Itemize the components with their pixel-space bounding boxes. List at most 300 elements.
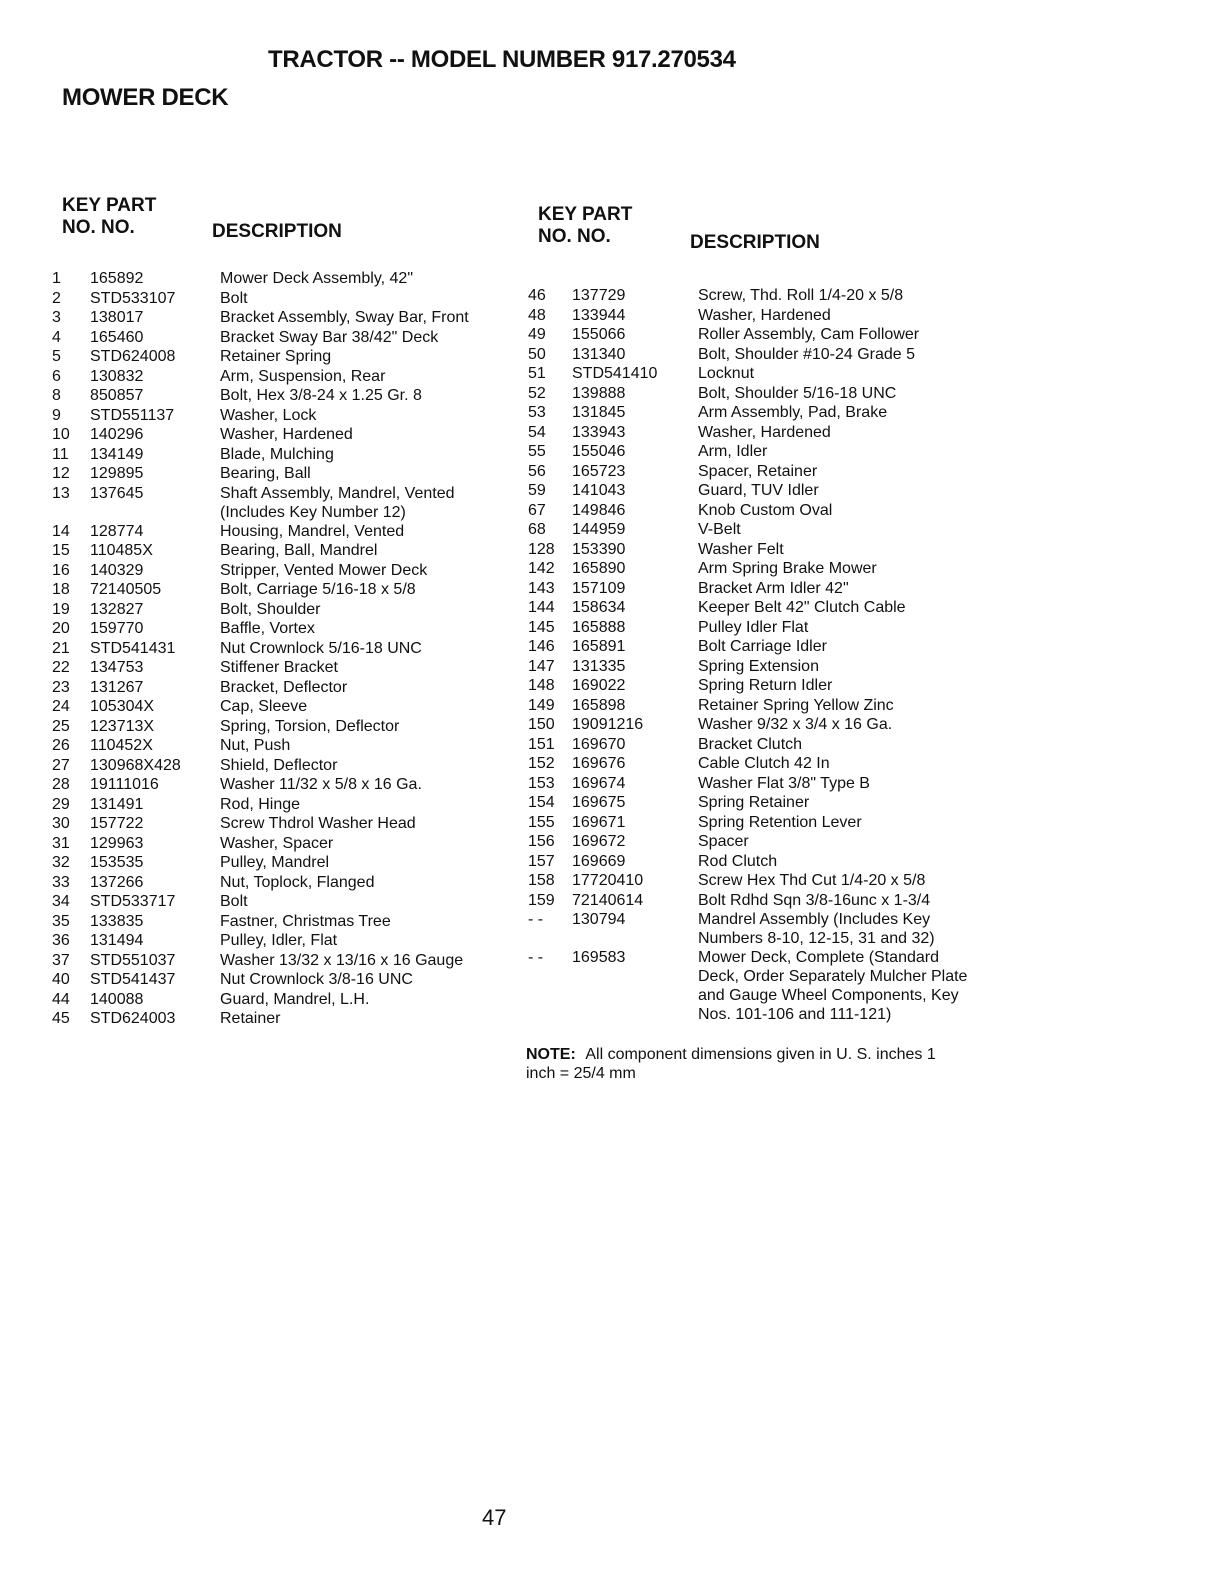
part-description: Bolt Rdhd Sqn 3/8-16unc x 1-3/4 (698, 891, 931, 909)
key-number: 46 (528, 287, 546, 304)
part-number: 123713X (90, 717, 155, 735)
key-number: 21 (52, 639, 70, 657)
parts-list (52, 269, 512, 1029)
part-description: Spring Return Idler (698, 677, 833, 694)
key-number: 44 (52, 990, 70, 1008)
table-header (528, 204, 968, 254)
part-description: Keeper Belt 42" Clutch Cable (698, 599, 906, 616)
parts-row (528, 715, 968, 735)
part-description: Arm, Suspension, Rear (220, 367, 386, 385)
parts-row (52, 1009, 512, 1029)
key-number: 32 (52, 854, 70, 871)
note-text: All component dimensions given in U. S. inches 1 inch = 25/4 mm (526, 1046, 936, 1082)
part-description: Rod Clutch (698, 852, 778, 870)
part-number: 165460 (90, 328, 144, 346)
parts-row (528, 345, 968, 365)
part-number: 169669 (572, 852, 626, 870)
part-number: 153390 (572, 540, 626, 558)
part-number: 137266 (90, 873, 144, 891)
part-description: Retainer Spring Yellow Zinc (698, 696, 894, 714)
key-number: 2 (52, 289, 61, 307)
part-number: 133943 (572, 423, 626, 441)
parts-row (52, 367, 512, 387)
parts-row (52, 814, 512, 834)
key-number: 31 (52, 834, 70, 852)
parts-row (528, 618, 968, 638)
parts-row (528, 735, 968, 755)
key-number: 33 (52, 873, 70, 891)
key-number: 3 (52, 309, 61, 326)
parts-row (528, 462, 968, 482)
parts-row (528, 891, 968, 911)
part-number: 165892 (90, 270, 144, 287)
key-number: 5 (52, 348, 61, 365)
part-description: Bolt (220, 289, 248, 307)
parts-row (528, 832, 968, 852)
part-description: Baffle, Vortex (220, 620, 315, 637)
parts-row (52, 678, 512, 698)
part-description: Pulley Idler Flat (698, 618, 809, 636)
part-number: 157722 (90, 815, 144, 832)
parts-row (52, 561, 512, 581)
part-number: 133835 (90, 912, 144, 930)
part-description: Cap, Sleeve (220, 698, 308, 715)
part-number: 134149 (90, 445, 144, 463)
part-description: Screw Hex Thd Cut 1/4-20 x 5/8 (698, 872, 926, 889)
key-number: 49 (528, 326, 546, 343)
page-number: 47 (482, 1505, 507, 1530)
part-description: Arm, Idler (698, 443, 768, 460)
parts-row (52, 892, 512, 912)
parts-row (52, 736, 512, 756)
header-description: DESCRIPTION (690, 232, 820, 253)
part-description: Bolt, Carriage 5/16-18 x 5/8 (220, 581, 416, 598)
parts-row (52, 386, 512, 406)
part-description: Nut Crownlock 5/16-18 UNC (220, 639, 422, 657)
part-number: 169671 (572, 813, 626, 831)
part-description: Pulley, Idler, Flat (220, 932, 338, 949)
table-header (52, 195, 512, 245)
key-number: 159 (528, 891, 555, 909)
part-description: Screw Thdrol Washer Head (220, 815, 416, 832)
key-number: 147 (528, 657, 555, 675)
part-description: Bolt Carriage Idler (698, 638, 827, 655)
part-number: 132827 (90, 600, 144, 618)
part-description: Washer Felt (698, 540, 784, 558)
parts-row (52, 873, 512, 893)
parts-row (52, 619, 512, 639)
parts-row (528, 442, 968, 462)
part-description: Locknut (698, 365, 755, 382)
key-number: 19 (52, 600, 70, 618)
part-description: Nut, Push (220, 737, 291, 754)
part-description: Spring Retention Lever (698, 813, 862, 831)
part-number: 129895 (90, 465, 144, 482)
key-number: 68 (528, 521, 546, 538)
parts-row (52, 658, 512, 678)
page-title: TRACTOR -- MODEL NUMBER 917.270534 (268, 46, 736, 73)
key-number: 15 (52, 542, 70, 559)
part-number: 165890 (572, 560, 626, 577)
part-description: Washer 9/32 x 3/4 x 16 Ga. (698, 716, 893, 733)
part-description: Bracket Sway Bar 38/42" Deck (220, 328, 439, 346)
part-number: 105304X (90, 698, 155, 715)
part-description: Washer, Hardened (220, 426, 353, 443)
parts-row (528, 696, 968, 716)
parts-row (528, 774, 968, 794)
key-number: 154 (528, 794, 555, 811)
part-number: 19091216 (572, 716, 644, 733)
key-number: 28 (52, 776, 70, 793)
part-description: Blade, Mulching (220, 445, 334, 463)
parts-row (528, 364, 968, 384)
part-number: 72140614 (572, 891, 644, 909)
part-description: Nut Crownlock 3/8-16 UNC (220, 971, 413, 988)
part-description: Arm Assembly, Pad, Brake (698, 404, 888, 421)
parts-row (52, 484, 512, 522)
parts-row (528, 871, 968, 891)
part-description: Fastner, Christmas Tree (220, 912, 391, 930)
key-number: 51 (528, 365, 546, 382)
key-number: 150 (528, 716, 555, 733)
part-description: Arm Spring Brake Mower (698, 560, 877, 577)
parts-row (528, 948, 968, 1024)
part-description: Bracket Assembly, Sway Bar, Front (220, 309, 469, 326)
key-number: 67 (528, 501, 546, 519)
key-number: 144 (528, 599, 555, 616)
part-number: STD533717 (90, 893, 176, 910)
header-no: NO. NO. (538, 226, 611, 247)
part-description: Bolt, Shoulder (220, 600, 321, 618)
parts-row (528, 793, 968, 813)
parts-row (528, 657, 968, 677)
parts-row (52, 931, 512, 951)
part-number: 129963 (90, 834, 144, 852)
key-number: 13 (52, 484, 70, 502)
key-number: 55 (528, 443, 546, 460)
key-number: 35 (52, 912, 70, 930)
dimensions-note (526, 1045, 966, 1083)
parts-row (52, 580, 512, 600)
parts-row (52, 328, 512, 348)
key-number: 9 (52, 406, 61, 424)
parts-row (52, 756, 512, 776)
parts-row (528, 910, 968, 948)
part-description: Cable Clutch 42 In (698, 755, 830, 772)
part-number: 155046 (572, 443, 626, 460)
parts-row (52, 541, 512, 561)
parts-row (52, 269, 512, 289)
key-number: 18 (52, 581, 70, 598)
part-description: Spring Retainer (698, 794, 810, 811)
part-number: 169676 (572, 755, 626, 772)
part-number: 131267 (90, 678, 144, 696)
header-description: DESCRIPTION (212, 221, 342, 242)
part-description: Mower Deck, Complete (Standard Deck, Order Separately Mulcher Plate and Gauge Wheel Components, Key Nos. 101-106 and 111-121) (698, 949, 968, 1023)
part-number: 149846 (572, 501, 626, 519)
key-number: 50 (528, 345, 546, 363)
part-number: STD541437 (90, 971, 176, 988)
parts-row (528, 676, 968, 696)
parts-row (528, 325, 968, 345)
part-description: Bolt, Hex 3/8-24 x 1.25 Gr. 8 (220, 387, 422, 404)
part-number: 141043 (572, 482, 626, 499)
key-number: 27 (52, 756, 70, 774)
key-number: 6 (52, 367, 61, 385)
part-description: Screw, Thd. Roll 1/4-20 x 5/8 (698, 287, 904, 304)
part-number: 137729 (572, 287, 626, 304)
part-number: 165888 (572, 618, 626, 636)
parts-row (52, 951, 512, 971)
section-title: MOWER DECK (62, 84, 229, 111)
parts-row (52, 406, 512, 426)
key-number: 54 (528, 423, 546, 441)
key-number: 12 (52, 465, 70, 482)
part-number: 17720410 (572, 872, 644, 889)
parts-row (52, 990, 512, 1010)
parts-table-left (52, 195, 512, 1029)
part-number: 140088 (90, 990, 144, 1008)
part-number: 169022 (572, 677, 626, 694)
parts-row (528, 598, 968, 618)
parts-row (528, 286, 968, 306)
parts-row (528, 306, 968, 326)
part-description: Housing, Mandrel, Vented (220, 522, 405, 540)
parts-row (52, 347, 512, 367)
part-description: Bolt (220, 893, 248, 910)
key-number: 157 (528, 852, 555, 870)
key-number: 146 (528, 638, 555, 655)
key-number: 153 (528, 774, 555, 792)
key-number: 148 (528, 677, 555, 694)
key-number: 53 (528, 404, 546, 421)
part-description: Guard, TUV Idler (698, 482, 819, 499)
part-number: 155066 (572, 326, 626, 343)
key-number: 14 (52, 522, 70, 540)
header-no: NO. NO. (62, 217, 135, 238)
parts-row (52, 639, 512, 659)
parts-row (528, 637, 968, 657)
part-description: Spring Extension (698, 657, 819, 675)
key-number: 37 (52, 951, 70, 969)
part-number: 159770 (90, 620, 144, 637)
key-number: 16 (52, 561, 70, 579)
key-number: 56 (528, 462, 546, 480)
key-number: 10 (52, 426, 70, 443)
parts-row (528, 384, 968, 404)
key-number: 26 (52, 737, 70, 754)
part-number: 165891 (572, 638, 626, 655)
parts-row (528, 403, 968, 423)
key-number: 24 (52, 698, 70, 715)
part-number: 130968X428 (90, 756, 181, 774)
parts-row (528, 501, 968, 521)
key-number: 149 (528, 696, 555, 714)
parts-row (52, 289, 512, 309)
part-description: Bolt, Shoulder #10-24 Grade 5 (698, 345, 916, 363)
part-number: 169670 (572, 735, 626, 753)
part-description: Washer, Hardened (698, 423, 831, 441)
parts-row (52, 795, 512, 815)
parts-row (52, 600, 512, 620)
part-description: Bearing, Ball, Mandrel (220, 542, 378, 559)
parts-row (52, 464, 512, 484)
part-number: 128774 (90, 522, 144, 540)
part-description: Rod, Hinge (220, 795, 301, 813)
key-number: 128 (528, 540, 555, 558)
part-number: 133944 (572, 306, 626, 324)
part-number: STD551037 (90, 951, 176, 969)
part-number: 165723 (572, 462, 626, 480)
part-description: Retainer (220, 1010, 281, 1027)
parts-row (52, 425, 512, 445)
key-number: 20 (52, 620, 70, 637)
part-description: Pulley, Mandrel (220, 854, 330, 871)
part-number: 158634 (572, 599, 626, 616)
part-number: STD541431 (90, 639, 176, 657)
parts-row (528, 579, 968, 599)
parts-row (528, 520, 968, 540)
parts-row (52, 853, 512, 873)
key-number: 40 (52, 971, 70, 988)
part-number: STD624003 (90, 1010, 176, 1027)
parts-list (528, 286, 968, 1024)
part-description: Bracket Arm Idler 42" (698, 579, 849, 597)
part-number: 140296 (90, 426, 144, 443)
key-number: 45 (52, 1010, 70, 1027)
part-number: 137645 (90, 484, 144, 502)
part-number: 110485X (90, 542, 153, 559)
part-number: 134753 (90, 659, 144, 676)
parts-row (52, 522, 512, 542)
part-number: 169675 (572, 794, 626, 811)
key-number: 36 (52, 932, 70, 949)
key-number: 1 (52, 270, 61, 287)
part-description: Spacer (698, 833, 749, 850)
part-description: Bearing, Ball (220, 465, 311, 482)
part-number: 169583 (572, 949, 626, 966)
part-description: Bracket Clutch (698, 735, 803, 753)
key-number: 143 (528, 579, 555, 597)
part-number: 131335 (572, 657, 626, 675)
part-number: 130832 (90, 367, 144, 385)
note-label: NOTE: (526, 1046, 576, 1063)
parts-row (52, 912, 512, 932)
parts-row (52, 834, 512, 854)
part-description: Washer, Lock (220, 406, 317, 424)
parts-row (52, 308, 512, 328)
header-key-part: KEY PART (62, 195, 157, 216)
part-description: Guard, Mandrel, L.H. (220, 990, 370, 1008)
parts-row (528, 423, 968, 443)
parts-row (528, 540, 968, 560)
key-number: 25 (52, 717, 70, 735)
part-number: 157109 (572, 579, 626, 597)
part-description: Washer Flat 3/8" Type B (698, 774, 870, 792)
key-number: 151 (528, 735, 555, 753)
part-number: 850857 (90, 387, 144, 404)
part-number: 131494 (90, 932, 144, 949)
parts-row (52, 717, 512, 737)
key-number: 34 (52, 893, 70, 910)
part-number: STD624008 (90, 348, 176, 365)
part-number: 19111016 (90, 776, 159, 793)
part-description: Spring, Torsion, Deflector (220, 717, 400, 735)
part-number: 139888 (572, 384, 626, 402)
part-description: Nut, Toplock, Flanged (220, 873, 375, 891)
parts-row (52, 775, 512, 795)
parts-row (528, 852, 968, 872)
key-number: 145 (528, 618, 555, 636)
key-number: 52 (528, 384, 546, 402)
part-description: Stripper, Vented Mower Deck (220, 561, 428, 579)
key-number: 4 (52, 328, 61, 346)
part-description: Washer 11/32 x 5/8 x 16 Ga. (220, 776, 422, 793)
key-number: 59 (528, 482, 546, 499)
part-number: STD533107 (90, 289, 176, 307)
part-description: Washer 13/32 x 13/16 x 16 Gauge (220, 951, 464, 969)
parts-row (52, 970, 512, 990)
parts-table-right (528, 204, 968, 1024)
part-number: 169674 (572, 774, 626, 792)
parts-row (52, 697, 512, 717)
part-number: 72140505 (90, 581, 162, 598)
part-number: 138017 (90, 309, 144, 326)
parts-row (52, 445, 512, 465)
key-number: 22 (52, 659, 70, 676)
part-number: 131491 (90, 795, 144, 813)
part-number: 130794 (572, 911, 626, 928)
parts-row (528, 813, 968, 833)
header-key-part: KEY PART (538, 204, 633, 225)
key-number: 155 (528, 813, 555, 831)
part-number: STD541410 (572, 365, 658, 382)
key-number: 142 (528, 560, 555, 577)
part-number: 169672 (572, 833, 626, 850)
part-description: Bracket, Deflector (220, 678, 348, 696)
part-description: Roller Assembly, Cam Follower (698, 326, 920, 343)
key-number: 29 (52, 795, 70, 813)
part-description: Retainer Spring (220, 348, 332, 365)
part-number: 153535 (90, 854, 144, 871)
part-number: 140329 (90, 561, 144, 579)
key-number: 11 (52, 445, 69, 463)
key-number: 48 (528, 306, 546, 324)
parts-row (528, 559, 968, 579)
key-number: - - (528, 949, 544, 966)
key-number: 8 (52, 387, 61, 404)
part-number: 144959 (572, 521, 626, 538)
part-description: Spacer, Retainer (698, 462, 818, 480)
part-description: V-Belt (698, 521, 741, 538)
key-number: 23 (52, 678, 70, 696)
key-number: 30 (52, 815, 70, 832)
part-number: 131845 (572, 404, 626, 421)
part-description: Shield, Deflector (220, 756, 338, 774)
parts-row (528, 754, 968, 774)
part-description: Mower Deck Assembly, 42" (220, 270, 413, 287)
key-number: - - (528, 911, 544, 928)
part-description: Mandrel Assembly (Includes Key Numbers 8-10, 12-15, 31 and 32) (698, 911, 935, 947)
part-description: Bolt, Shoulder 5/16-18 UNC (698, 384, 897, 402)
key-number: 152 (528, 755, 555, 772)
part-number: 131340 (572, 345, 626, 363)
part-description: Washer, Hardened (698, 306, 831, 324)
key-number: 158 (528, 872, 555, 889)
part-number: 165898 (572, 696, 626, 714)
part-description: Knob Custom Oval (698, 501, 833, 519)
part-number: 110452X (90, 737, 153, 754)
